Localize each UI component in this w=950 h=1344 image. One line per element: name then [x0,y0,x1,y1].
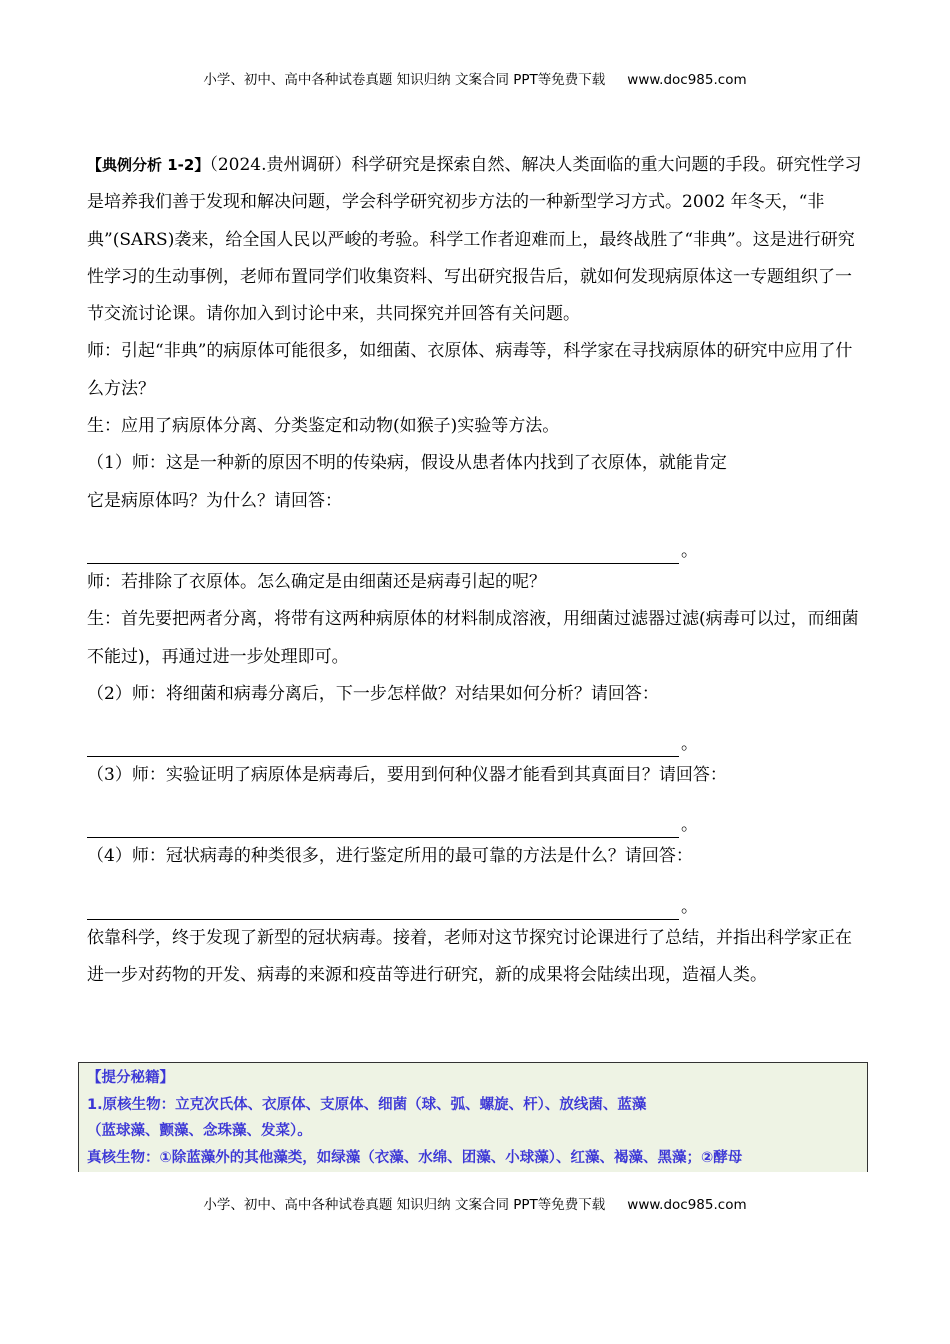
tips-line-3: 真核生物：①除蓝藻外的其他藻类，如绿藻（衣藻、水绵、团藻、小球藻）、红藻、褐藻、黑藻；②酵母 [87,1149,743,1166]
question-1-line-2: 它是病原体吗？为什么？请回答： [87,490,342,511]
header-text: 小学、初中、高中各种试卷真题 知识归纳 文案合同 PPT等免费下载 [203,72,606,88]
answer-line-4[interactable] [87,893,679,920]
answer-line-2[interactable] [87,730,679,757]
teacher-line-2: 师：若排除了衣原体。怎么确定是由细菌还是病毒引起的呢？ [87,571,546,592]
answer-line-1[interactable] [87,537,679,564]
tips-line-1: 1.原核生物：立克次氏体、衣原体、支原体、细菌（球、弧、螺旋、杆）、放线菌、蓝藻 [87,1096,647,1113]
question-4: （4）师：冠状病毒的种类很多，进行鉴定所用的最可靠的方法是什么？请回答： [87,846,693,867]
page-footer [0,1193,950,1213]
question-1-line-1: （1）师：这是一种新的原因不明的传染病，假设从患者体内找到了衣原体，就能肯定 [87,453,727,474]
header-url[interactable]: www.doc985.com [627,72,747,88]
answer-line-3[interactable] [87,811,679,838]
answer-period-1: 。 [681,540,698,561]
problem-intro [87,147,867,333]
answer-blank-1[interactable] [87,520,867,564]
answer-blank-3[interactable] [87,794,867,838]
footer-url[interactable]: www.doc985.com [627,1197,747,1213]
footer-text: 小学、初中、高中各种试卷真题 知识归纳 文案合同 PPT等免费下载 [203,1197,606,1213]
answer-period-3: 。 [681,815,698,836]
answer-blank-2[interactable] [87,713,867,757]
intro-rest: 研究性学习是培养我们善于发现和解决问题，学会科学研究初步方法的一种新型学习方式。2002 年冬天，“非典”(SARS)袭来，给全国人民以严峻的考验。科学工作者迎难而上，最终战胜了“非典”。这是进行研究性学习的生动事例，老师布置同学们收集资料、写出研究报告后，就如何发现病原体这一专题组织了一节交流讨论课。请你加入到讨论中来，共同探究并回答有关问题。 [87,155,862,325]
intro-first: （2024.贵州调研）科学研究是探索自然、解决人类面临的重大问题的手段。 [209,155,777,175]
question-2: （2）师：将细菌和病毒分离后，下一步怎样做？对结果如何分析？请回答： [87,683,659,704]
question-3: （3）师：实验证明了病原体是病毒后，要用到何种仪器才能看到其真面目？请回答： [87,765,727,786]
tips-box [78,1062,868,1172]
answer-blank-4[interactable] [87,876,867,920]
student-line-2: 生：首先要把两者分离，将带有这两种病原体的材料制成溶液，用细菌过滤器过滤(病毒可以过，而细菌不能过)，再通过进一步处理即可。 [87,609,859,667]
answer-period-4: 。 [681,896,698,917]
tips-title: 【提分秘籍】 [87,1070,174,1086]
tips-line-2: （蓝球藻、颤藻、念珠藻、发菜）。 [87,1123,312,1139]
answer-period-2: 。 [681,734,698,755]
student-line-1: 生：应用了病原体分离、分类鉴定和动物(如猴子)实验等方法。 [87,416,560,437]
teacher-line-1: 师：引起“非典”的病原体可能很多，如细菌、衣原体、病毒等，科学家在寻找病原体的研究中应用了什么方法？ [87,341,853,399]
problem-tag: 【典例分析 1-2】 [87,156,210,174]
problem-content [87,147,867,994]
conclusion-paragraph: 依靠科学，终于发现了新型的冠状病毒。接着，老师对这节探究讨论课进行了总结，并指出科学家正在进一步对药物的开发、病毒的来源和疫苗等进行研究，新的成果将会陆续出现，造福人类。 [87,927,852,986]
page-header [0,68,950,88]
